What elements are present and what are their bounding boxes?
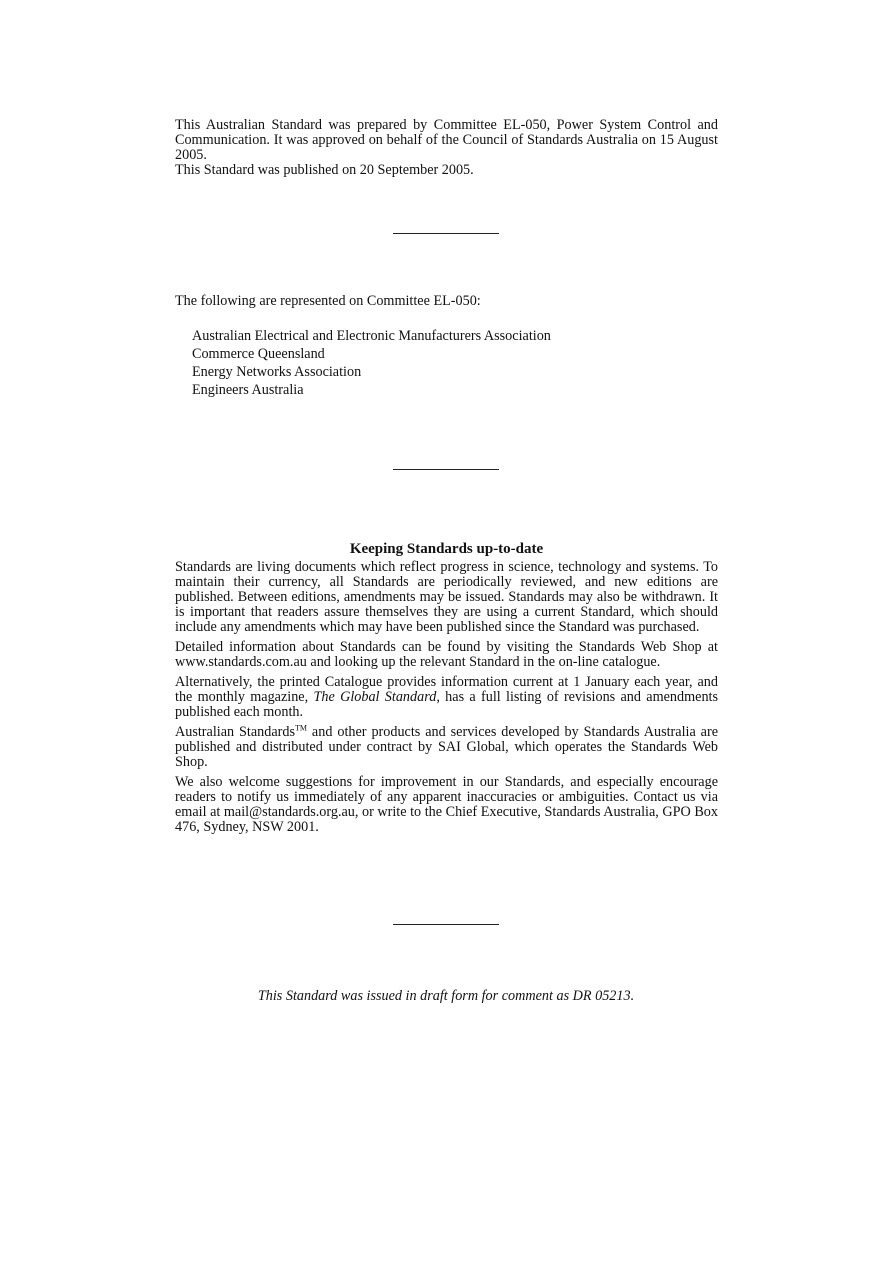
approval-text: This Australian Standard was prepared by Committee EL-050, Power System Control and Communication. It was approved on behalf of the Council of Standards Australia on 15 August 2005. [175,117,718,163]
divider-rule [393,469,499,470]
committee-intro: The following are represented on Committee EL-050: [175,293,481,309]
preparation-block [175,118,718,178]
published-text: This Standard was published on 20 September 2005. [175,162,474,178]
divider-rule [393,924,499,925]
paragraph-living-documents: Standards are living documents which reflect progress in science, technology and systems. To maintain their currency, all Standards are periodically reviewed, and new editions are published. Between editions, amendments may be issued. Standards may also be withdrawn. It is important that readers assure themselves they are using a current Standard, which should include any amendments which may have been published since the Standard was purchased. [175,559,718,635]
section-heading: Keeping Standards up-to-date [349,541,544,557]
paragraph-catalogue [175,675,718,720]
committee-member: Commerce Queensland [192,346,325,362]
magazine-title: The Global Standard [313,689,437,705]
committee-member: Energy Networks Association [192,364,362,380]
committee-intro-block [175,294,718,309]
committee-member-list [192,327,551,399]
brand-name: Australian Standards [175,724,295,740]
sai-global-text: and other products and services developed by Standards Australia are published and distributed under contract by SAI Global, which operates the Standards Web Shop. [175,724,719,770]
draft-note: This Standard was issued in draft form for comment as DR 05213. [257,988,635,1004]
keeping-up-to-date-section [175,540,718,840]
paragraph-sai-global [175,725,718,770]
trademark-symbol: TM [295,723,307,733]
committee-member: Australian Electrical and Electronic Manufacturers Association [192,328,551,344]
divider-rule [393,233,499,234]
catalogue-text-end: , has a full listing of revisions and amendments published each month. [175,689,719,720]
paragraph-web-shop: Detailed information about Standards can be found by visiting the Standards Web Shop at www.standards.com.au and looking up the relevant Standard in the on-line catalogue. [175,639,718,670]
paragraph-suggestions: We also welcome suggestions for improvement in our Standards, and especially encourage readers to notify us immediately of any apparent inaccuracies or ambiguities. Contact us via email at mail@standards.org.au, or write to the Chief Executive, Standards Australia, GPO Box 476, Sydney, NSW 2001. [175,774,718,835]
committee-member: Engineers Australia [192,382,304,398]
catalogue-text-start: Alternatively, the printed Catalogue provides information current at 1 January each year, and the monthly magazine, [175,674,718,705]
